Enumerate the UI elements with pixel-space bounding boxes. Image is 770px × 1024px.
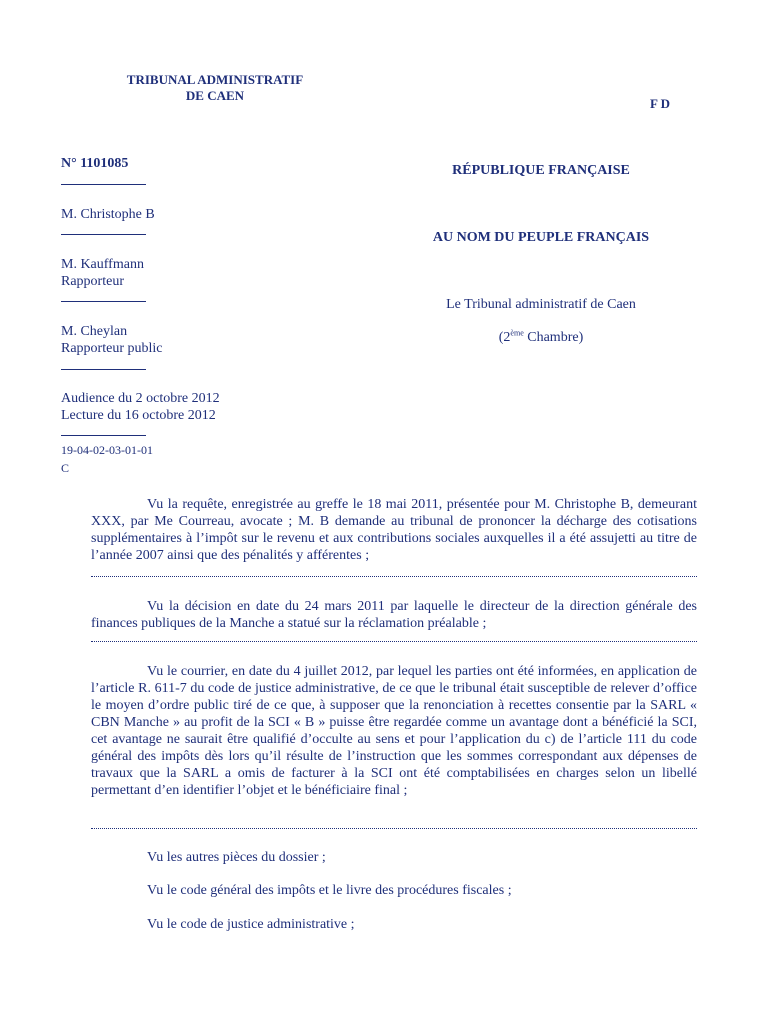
court-name-line2: DE CAEN — [185, 88, 245, 103]
judge-initials: F D — [649, 96, 671, 111]
chamber-suffix: Chambre) — [523, 330, 584, 345]
dotted-separator — [91, 576, 697, 577]
public-rapporteur-role: Rapporteur public — [61, 341, 163, 356]
vu-dossier: Vu les autres pièces du dossier ; — [147, 850, 326, 865]
classification-code: 19-04-02-03-01-01 — [61, 443, 153, 457]
divider — [61, 184, 146, 185]
party-name: M. Christophe B — [61, 207, 155, 222]
divider — [61, 369, 146, 370]
paragraph-letter: Vu le courrier, en date du 4 juillet 2012, par lequel les parties ont été informées, en application de l’article R. 611-7 du code de justice administrative, de ce que le tribunal était susceptible de relever d’office le moyen d’ordre public tiré de ce que, à supposer que la renonciation à recettes consentie par la SARL « CBN Manche » au profit de la SCI « B » puisse être regardée comme un avantage dont a bénéficié la SCI, cet avantage ne saurait être qualifié d’occulte au sens et pour l’application du c) de l’article 111 du code général des impôts dès lors qu’il résulte de l’instruction que les sommes correspondant aux dépenses de travaux que la SARL a omis de facturer à la SCI ont été comptabilisées en charges selon un libellé permettant d’en identifier l’objet et le bénéficiaire final ; — [91, 664, 697, 798]
hearing-date: Audience du 2 octobre 2012 — [61, 391, 220, 406]
court-name-line1: TRIBUNAL ADMINISTRATIF — [126, 72, 304, 87]
divider — [61, 301, 146, 302]
rapporteur-name: M. Kauffmann — [61, 257, 144, 272]
republic-heading: RÉPUBLIQUE FRANÇAISE — [452, 163, 630, 178]
vu-justice-code: Vu le code de justice administrative ; — [147, 917, 355, 932]
dotted-separator — [91, 641, 697, 642]
people-heading: AU NOM DU PEUPLE FRANÇAIS — [432, 230, 650, 245]
paragraph-decision: Vu la décision en date du 24 mars 2011 par laquelle le directeur de la direction générale des finances publiques de la Manche a statué sur la réclamation préalable ; — [91, 599, 697, 631]
chamber-superscript: ème — [510, 328, 524, 338]
tribunal-name: Le Tribunal administratif de Caen — [446, 297, 636, 312]
classification-letter: C — [61, 461, 70, 475]
reading-date: Lecture du 16 octobre 2012 — [61, 408, 216, 423]
divider — [61, 435, 146, 436]
rapporteur-role: Rapporteur — [61, 274, 124, 289]
vu-tax-code: Vu le code général des impôts et le livre des procédures fiscales ; — [147, 883, 512, 898]
public-rapporteur-name: M. Cheylan — [61, 324, 128, 339]
paragraph-request: Vu la requête, enregistrée au greffe le 18 mai 2011, présentée pour M. Christophe B, demeurant XXX, par Me Courreau, avocate ; M. B demande au tribunal de prononcer la décharge des cotisations supplémentaires à l’impôt sur le revenu et aux contributions sociales auxquelles il a été assujetti au titre de l’année 2007 ainsi que des pénalités y afférentes ; — [91, 497, 697, 563]
divider — [61, 234, 146, 235]
dotted-separator — [91, 828, 697, 829]
chamber-prefix: (2 — [498, 330, 511, 345]
chamber — [400, 330, 682, 346]
case-number: N° 1101085 — [61, 156, 129, 171]
